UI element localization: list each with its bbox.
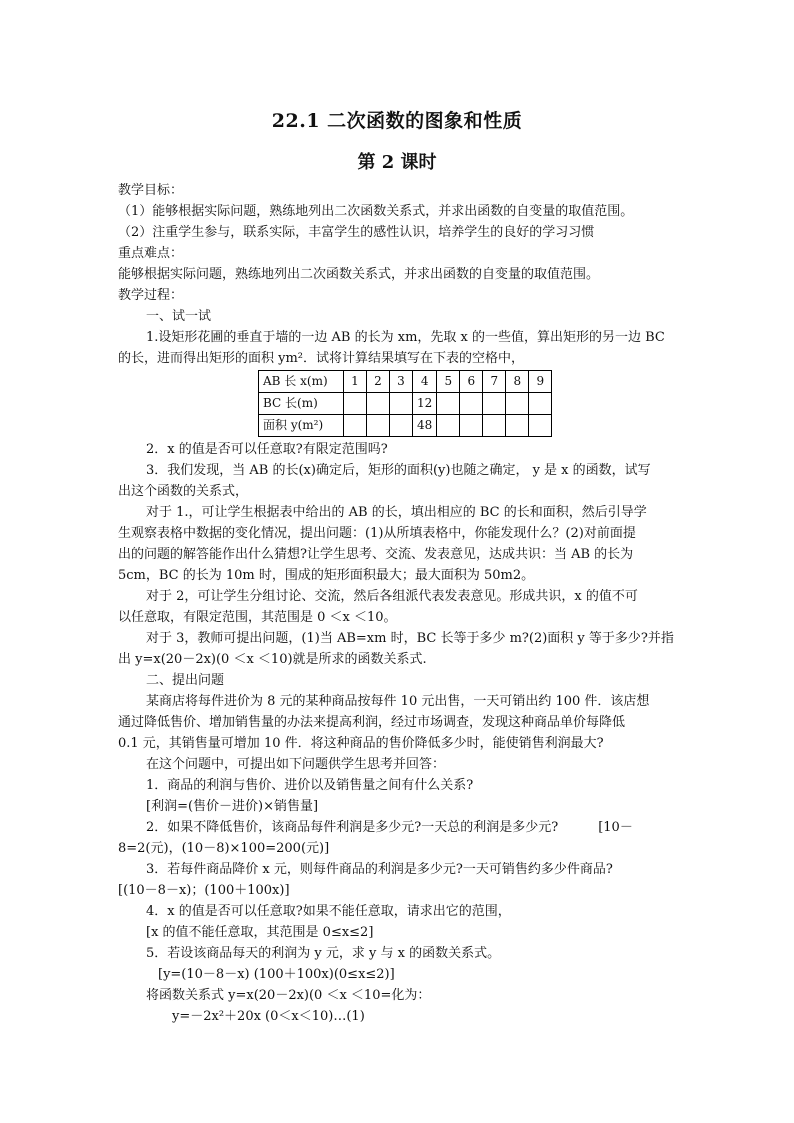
- paragraph-line: 对于 1.，可让学生根据表中给出的 AB 的长，填出相应的 BC 的长和面积，然后引导学: [146, 505, 647, 520]
- sub-question: 1．商品的利润与售价、进价以及销售量之间有什么关系?: [146, 778, 474, 793]
- question3-line: 出这个函数的关系式，: [118, 484, 249, 499]
- document-body: [118, 180, 678, 1027]
- answer: 8=2(元)，(10－8)×100=200(元)]: [118, 841, 330, 856]
- section1-heading: 一、试一试: [146, 309, 212, 324]
- table-cell: AB 长 x(m): [259, 371, 344, 393]
- paragraph-line: 某商店将每件进价为 8 元的某种商品按每件 10 元出售，一天可销出约 100 件．该店想: [146, 694, 650, 709]
- table-cell: 5: [437, 371, 460, 393]
- page-subtitle: 第 2 课时: [357, 152, 437, 173]
- table-cell: 面积 y(m²): [259, 415, 344, 437]
- answer: [y=(10－8－x) (100＋100x)(0≤x≤2)]: [158, 967, 395, 982]
- answer: [10－: [598, 820, 633, 835]
- question1-line: 1.设矩形花圃的垂直于墙的一边 AB 的长为 xm，先取 x 的一些值，算出矩形的另一边 BC: [146, 330, 665, 345]
- table-cell: 9: [529, 371, 552, 393]
- table-cell: [483, 415, 506, 437]
- table-row: [259, 393, 552, 415]
- paragraph-line: 生观察表格中数据的变化情况，提出问题：(1)从所填表格中，你能发现什么？(2)对前面提: [118, 526, 636, 541]
- paragraph-line: 在这个问题中，可提出如下问题供学生思考并回答：: [146, 757, 446, 772]
- question3-line: 3．我们发现，当 AB 的长(x)确定后，矩形的面积(y)也随之确定， y 是 x 的函数，试写: [146, 463, 651, 478]
- paragraph-line: 以任意取，有限定范围，其范围是 0 ＜x ＜10。: [118, 610, 397, 625]
- key-points-text: 能够根据实际问题，熟练地列出二次函数关系式，并求出函数的自变量的取值范围。: [118, 267, 600, 282]
- goal-item: （2）注重学生参与，联系实际，丰富学生的感性认识，培养学生的良好的学习习惯: [118, 225, 595, 240]
- sub-question: [118, 817, 678, 838]
- sub-question: 3．若每件商品降价 x 元，则每件商品的利润是多少元?一天可销售约多少件商品?: [146, 862, 613, 877]
- sub-question: 5．若设该商品每天的利润为 y 元，求 y 与 x 的函数关系式。: [146, 946, 501, 961]
- sub-question-text: 2．如果不降低售价，该商品每件利润是多少元?一天总的利润是多少元?: [146, 820, 559, 835]
- paragraph-line: 对于 3，教师可提出问题，(1)当 AB=xm 时，BC 长等于多少 m?(2)面积 y 等于多少?并指: [146, 631, 674, 646]
- table-cell: [367, 393, 390, 415]
- goal-item: （1）能够根据实际问题，熟练地列出二次函数关系式，并求出函数的自变量的取值范围。: [118, 204, 634, 219]
- table-cell: [344, 415, 367, 437]
- table-cell: 6: [460, 371, 483, 393]
- question2: 2．x 的值是否可以任意取?有限定范围吗?: [146, 442, 388, 457]
- table-cell: 12: [413, 393, 437, 415]
- sub-question: 4．x 的值是否可以任意取?如果不能任意取，请求出它的范围，: [146, 904, 511, 919]
- sub-question: 将函数关系式 y=x(20－2x)(0 ＜x ＜10=化为：: [146, 988, 431, 1003]
- paragraph-line: 出 y=x(20－2x)(0 ＜x ＜10)就是所求的函数关系式.: [118, 652, 427, 667]
- answer: [x 的值不能任意取，其范围是 0≤x≤2]: [146, 925, 374, 940]
- table-cell: [344, 393, 367, 415]
- table-cell: 7: [483, 371, 506, 393]
- table-cell: [506, 393, 529, 415]
- goals-heading: 教学目标：: [118, 183, 184, 198]
- section2-heading: 二、提出问题: [146, 673, 225, 688]
- table-cell: [460, 393, 483, 415]
- paragraph-line: 出的问题的解答能作出什么猜想?让学生思考、交流、发表意见，达成共识：当 AB 的长为: [118, 547, 634, 562]
- table-cell: [529, 393, 552, 415]
- table-cell: [460, 415, 483, 437]
- table-cell: [506, 415, 529, 437]
- table-cell: 48: [413, 415, 437, 437]
- table-row: [259, 415, 552, 437]
- paragraph-line: 5cm，BC 的长为 10m 时，围成的矩形面积最大；最大面积为 50m2。: [118, 568, 535, 583]
- process-heading: 教学过程：: [118, 288, 184, 303]
- paragraph-line: 0.1 元，其销售量可增加 10 件．将这种商品的售价降低多少时，能使销售利润最大?: [118, 736, 604, 751]
- table-row: [259, 371, 552, 393]
- table-cell: 8: [506, 371, 529, 393]
- table-cell: [437, 415, 460, 437]
- paragraph-line: 对于 2，可让学生分组讨论、交流，然后各组派代表发表意见。形成共识，x 的值不可: [146, 589, 638, 604]
- table-cell: [437, 393, 460, 415]
- table-cell: 3: [390, 371, 413, 393]
- table-cell: [483, 393, 506, 415]
- page-title: 22.1 二次函数的图象和性质: [271, 110, 523, 132]
- table-cell: 1: [344, 371, 367, 393]
- table-cell: [529, 415, 552, 437]
- formula: y=－2x²＋20x (0＜x＜10)…(1): [172, 1009, 365, 1024]
- answer: [利润=(售价－进价)×销售量]: [146, 799, 319, 814]
- table-cell: 2: [367, 371, 390, 393]
- question1-line: 的长，进而得出矩形的面积 ym²．试将计算结果填写在下表的空格中，: [118, 351, 525, 366]
- answer: [(10－8－x)；(100＋100x)]: [118, 883, 290, 898]
- table-cell: 4: [413, 371, 437, 393]
- key-points-heading: 重点难点：: [118, 246, 184, 261]
- table-cell: [367, 415, 390, 437]
- calculation-table: [258, 370, 552, 437]
- table-cell: [390, 393, 413, 415]
- paragraph-line: 通过降低售价、增加销售量的办法来提高利润，经过市场调查，发现这种商品单价每降低: [118, 715, 626, 730]
- table-cell: BC 长(m): [259, 393, 344, 415]
- table-cell: [390, 415, 413, 437]
